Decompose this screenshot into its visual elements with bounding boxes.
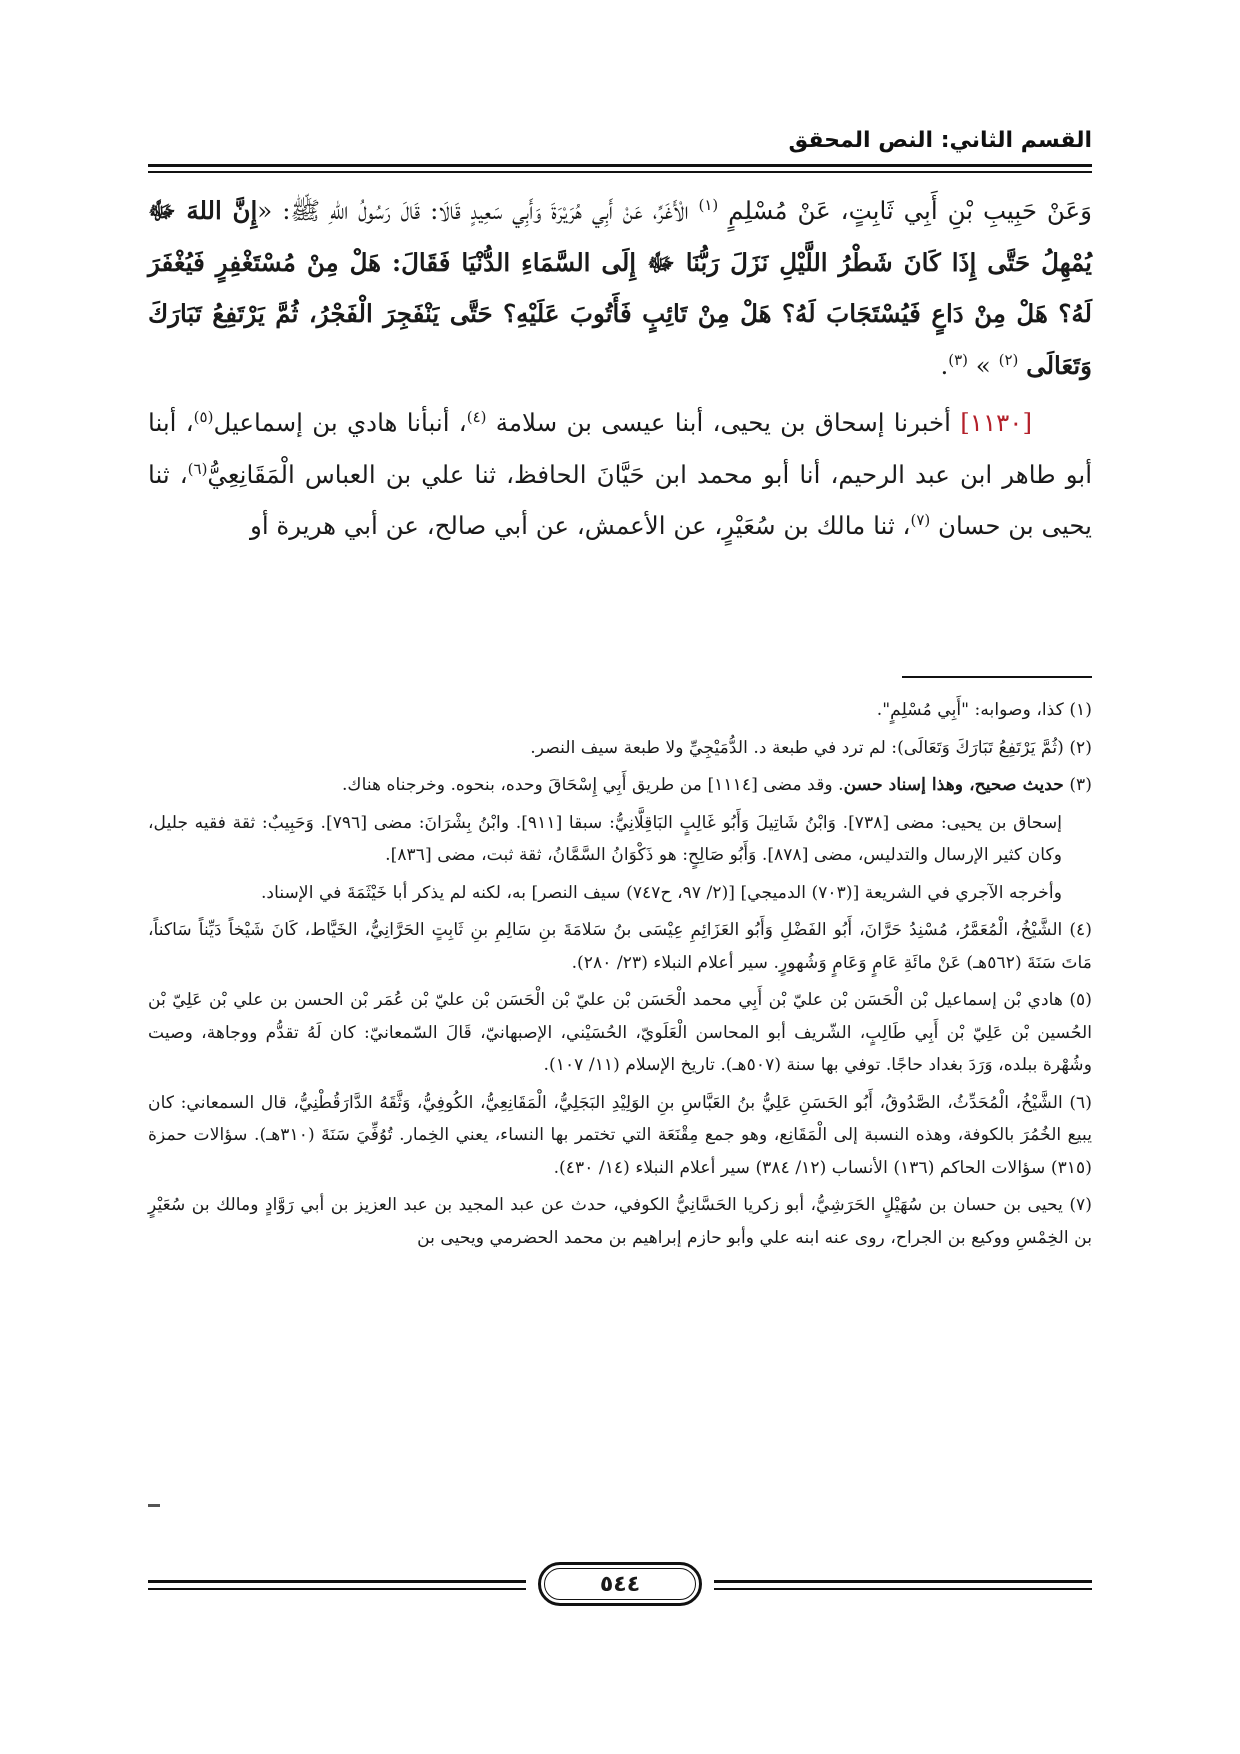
footnote-ref-1[interactable]: (١) <box>698 195 719 214</box>
footnote-3-text: . وقد مضى [١١١٤] من طريق أَبِي إِسْحَاقَ وحده، بنحوه. وخرجناه هناك. <box>341 775 844 795</box>
footnote-2: (٢) (ثُمَّ يَرْتَفِعُ تَبَارَكَ وَتَعَالَى): لم ترد في طبعة د. الدُّمَيْجِيِّ ولا طبعة سيف النصر. <box>530 737 1092 758</box>
isnad-text-d: ، ثنا يحيى بن حسان <box>148 459 1092 540</box>
footnotes <box>148 694 1092 1259</box>
footnote-3 <box>148 769 1092 802</box>
hadith-chain-cont: الْأَغَرِّ، عَنْ أَبِي هُرَيْرَةَ وَأَبِي سَعِيدٍ قَالَا: قَالَ رَسُولُ اللهِ ﷺ: « <box>257 196 699 225</box>
footnote-ref-7[interactable]: (٧) <box>910 510 931 529</box>
isnad-text-b: ، أنبأنا هادي بن إسماعيل <box>213 408 467 437</box>
footnote-ref-5[interactable]: (٥) <box>193 407 214 426</box>
footnote-ref-2[interactable]: (٢) <box>998 350 1019 369</box>
hadith-close-quote: » <box>968 350 999 380</box>
isnad-text-e: ، ثنا مالك بن سُعَيْرٍ، عن الأعمش، عن أبي صالح، عن أبي هريرة أو <box>249 511 911 540</box>
footnote-3-takhrij: وأخرجه الآجري في الشريعة [(٧٠٣) الدميجي] [(٢/ ٩٧، ح٧٤٧) سيف النصر] به، لكنه لم يذكر أبا خَيْثَمَةَ في الإسناد. <box>260 882 1062 903</box>
hadith-matn: إِنَّ اللهَ ﷻ يُمْهِلُ حَتَّى إِذَا كَانَ شَطْرُ اللَّيْلِ نَزَلَ رَبُّنَا ﷻ إِلَى السَّمَاءِ الدُّنْيَا فَقَالَ: هَلْ مِنْ مُسْتَغْفِرٍ فَيُغْفَرَ لَهُ؟ هَلْ مِنْ دَاعٍ فَيُسْتَجَابَ لَهُ؟ هَلْ مِنْ تَائِبٍ فَأَتُوبَ عَلَيْهِ؟ حَتَّى يَنْفَجِرَ الْفَجْرُ، ثُمَّ يَرْتَفِعُ تَبَارَكَ وَتَعَالَى <box>148 196 1092 380</box>
running-header: القسم الثاني: النص المحقق <box>788 128 1092 153</box>
hadith-chain: وَعَنْ حَبِيبِ بْنِ أَبِي ثَابِتٍ، عَنْ مُسْلِمٍ <box>718 196 1092 225</box>
footnote-ref-3[interactable]: (٣) <box>948 350 969 369</box>
header-double-rule <box>148 164 1092 173</box>
footnote-ref-6[interactable]: (٦) <box>187 459 208 478</box>
footnote-divider <box>902 676 1092 678</box>
isnad-text-c: ، أبنا أبو طاهر ابن عبد الرحيم، أنا أبو محمد ابن حَيَّانَ الحافظ، ثنا علي بن العباس الْمَقَانِعِيُّ <box>148 408 1093 489</box>
main-text <box>148 185 1092 552</box>
footnote-6: (٦) الشَّيْخُ، الْمُحَدِّثُ، الصَّدُوقُ، أَبُو الحَسَنِ عَلِيُّ بنُ العَبَّاسِ بنِ الوَلِيْدِ البَجَلِيُّ، الْمَقَانِعِيُّ، الكُوفِيُّ، وَثَّقَهُ الدَّارَقُطْنِيُّ، قال السمعاني: كان يبيع الخُمُرَ بالكوفة، وهذه النسبة إلى الْمَقَانِع، وهو جمع مِقْنَعَة التي تختمر بها النساء، يعني الخِمار. تُوُفِّيَ سَنَةَ (٣١٠هـ). سؤالات حمزة (٣١٥) سؤالات الحاكم (١٣٦) الأنساب (١٢/ ٣٨٤) سير أعلام النبلاء (١٤/ ٤٣٠). <box>148 1092 1092 1178</box>
hadith-end: . <box>940 350 949 380</box>
isnad-text-a: أخبرنا إسحاق بن يحيى، أبنا عيسى بن سلامة <box>486 408 961 437</box>
footnote-ref-4[interactable]: (٤) <box>466 407 487 426</box>
isnad-paragraph <box>148 397 1092 552</box>
footnote-4: (٤) الشَّيْخُ، الْمُعَمَّرُ، مُسْنِدُ حَرَّانَ، أَبُو الفَضْلِ وَأَبُو العَزَائِمِ عِيْسَى بنُ سَلامَةَ بنِ سَالِمِ بنِ ثَابِتٍ الحَرَّانِيُّ، الخَيَّاط، كَانَ شَيْخاً دَيِّناً سَاكناً، مَاتَ سَنَةَ (٥٦٢هـ) عَنْ مائَةِ عَامٍ وَعَامٍ وَشُهورٍ. سير أعلام النبلاء (٢٣/ ٢٨٠). <box>148 920 1092 973</box>
footnote-1: (١) كذا، وصوابه: "أَبِي مُسْلِمٍ". <box>876 700 1092 720</box>
footnote-3-narrators: إسحاق بن يحيى: مضى [٧٣٨]. وَابْنُ شَاتِيلَ وَأَبُو غَالِبٍ البَاقِلَّانِيُّ: سبقا [٩١١]. وابْنُ بِشْرَانَ: مضى [٧٩٦]. وَحَبِيبٌ: ثقة فقيه جليل، وكان كثير الإرسال والتدليس، مضى [٨٧٨]. وَأَبُو صَالِحٍ: هو ذَكْوَانُ السَّمَّانُ، ثقة ثبت، مضى [٨٣٦]. <box>148 812 1062 865</box>
footnote-3-verdict: حديث صحيح، وهذا إسناد حسن <box>843 775 1064 795</box>
footnote-5: (٥) هادي بْن إسماعيل بْن الْحَسَن بْن عليّ بْن أَبِي محمد الْحَسَن بْن عليّ بْن الْحَسَن بْن عليّ بْن عُمَر بْن الحسن بن علي بْن عَلِيّ بْن الحُسين بْن عَلِيّ بْن أَبِي طَالِبٍ، الشّريف أبو المحاسن الْعَلَويّ، الحُسَيْني، الإصبهانيّ، قَالَ السّمعانيّ: كان لَهُ تقدُّم ووجاهة، وصيت وشُهْرة ببلده، وَرَدَ بغداد حاجًا. توفي بها سنة (٥٠٧هـ). تاريخ الإسلام (١١/ ١٠٧). <box>148 990 1092 1075</box>
hadith-number: [١١٣٠] <box>960 408 1032 437</box>
page-number: ٥٤٤ <box>599 1571 641 1597</box>
footnote-7: (٧) يحيى بن حسان بن سُهَيْلٍ الحَرَشِيُّ، أبو زكريا الحَسَّانِيُّ الكوفي، حدث عن عبد المجيد بن عبد العزيز بن أبي رَوَّادٍ ومالك بن سُعَيْرٍ بن الخِمْسِ ووكيع بن الجراح، روى عنه ابنه علي وأبو حازم إبراهيم بن محمد الحضرمي ويحيى بن <box>148 1195 1092 1248</box>
hadith-paragraph <box>148 185 1092 391</box>
page-number-frame <box>538 1562 702 1606</box>
continuation-mark <box>148 1504 160 1507</box>
footer-rule-right <box>714 1580 1092 1590</box>
footer-rule-left <box>148 1580 526 1590</box>
footnote-3-number: (٣) <box>1063 775 1092 795</box>
